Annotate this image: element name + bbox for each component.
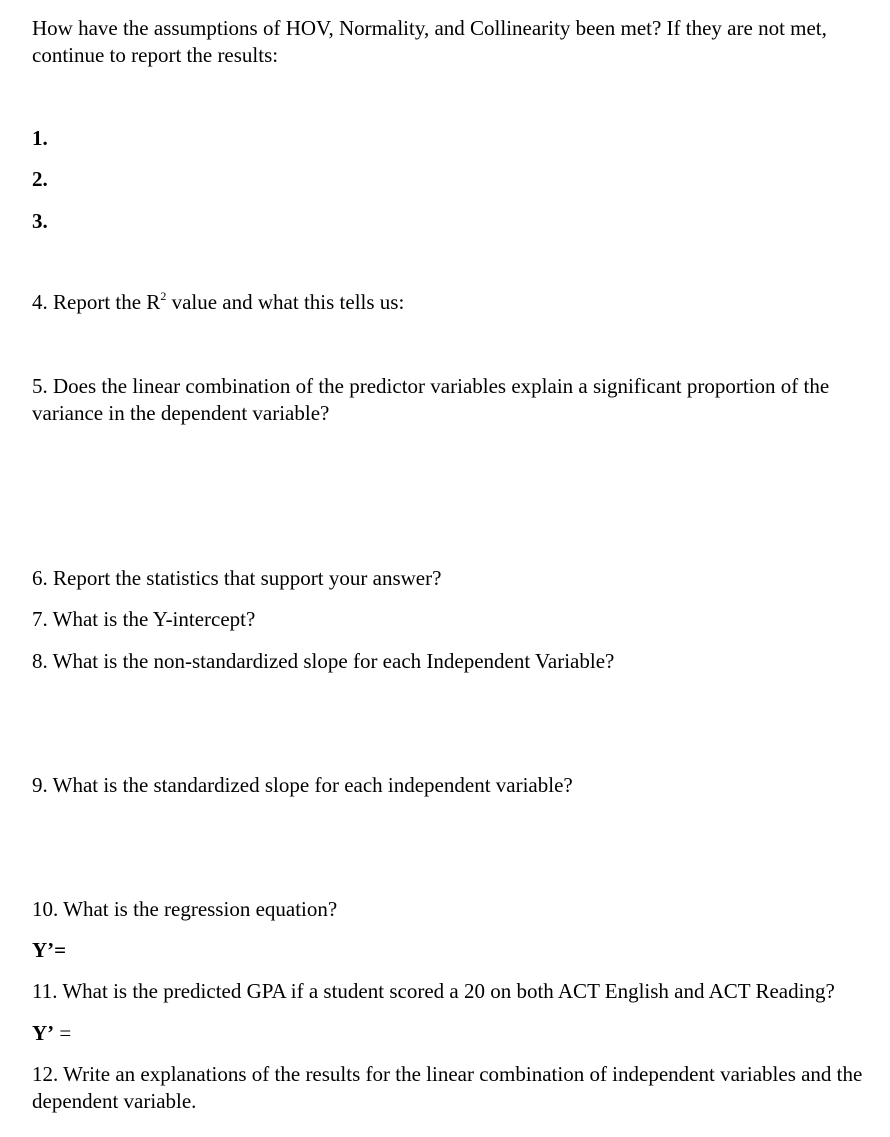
list-item-1: 1. bbox=[32, 126, 48, 150]
question-7: 7. What is the Y-intercept? bbox=[32, 607, 256, 631]
r-squared-superscript: 2 bbox=[160, 289, 167, 303]
question-9: 9. What is the standardized slope for each independent variable? bbox=[32, 773, 573, 797]
question-6: 6. Report the statistics that support your answer? bbox=[32, 566, 442, 590]
list-item-3: 3. bbox=[32, 209, 48, 233]
question-10: 10. What is the regression equation? bbox=[32, 897, 338, 921]
predicted-y-prime: Y’ bbox=[32, 1021, 55, 1045]
intro-paragraph: How have the assumptions of HOV, Normality, and Collinearity been met? If they are not met, continue to report the results: bbox=[32, 16, 827, 67]
question-4 bbox=[32, 289, 404, 316]
question-4-text: 4. Report the R bbox=[32, 290, 161, 314]
question-8: 8. What is the non-standardized slope for each Independent Variable? bbox=[32, 649, 615, 673]
question-11: 11. What is the predicted GPA if a student scored a 20 on both ACT English and ACT Reading? bbox=[32, 979, 835, 1003]
list-item-2: 2. bbox=[32, 167, 48, 191]
regression-equation-label: Y’= bbox=[32, 938, 67, 962]
predicted-value-label bbox=[32, 1020, 71, 1047]
predicted-equals: = bbox=[54, 1021, 72, 1045]
question-12: 12. Write an explanations of the results for the linear combination of independent variables and the dependent variable. bbox=[32, 1062, 863, 1113]
question-4-text-end: value and what this tells us: bbox=[166, 290, 405, 314]
question-5: 5. Does the linear combination of the predictor variables explain a significant proportion of the variance in the dependent variable? bbox=[32, 374, 830, 425]
